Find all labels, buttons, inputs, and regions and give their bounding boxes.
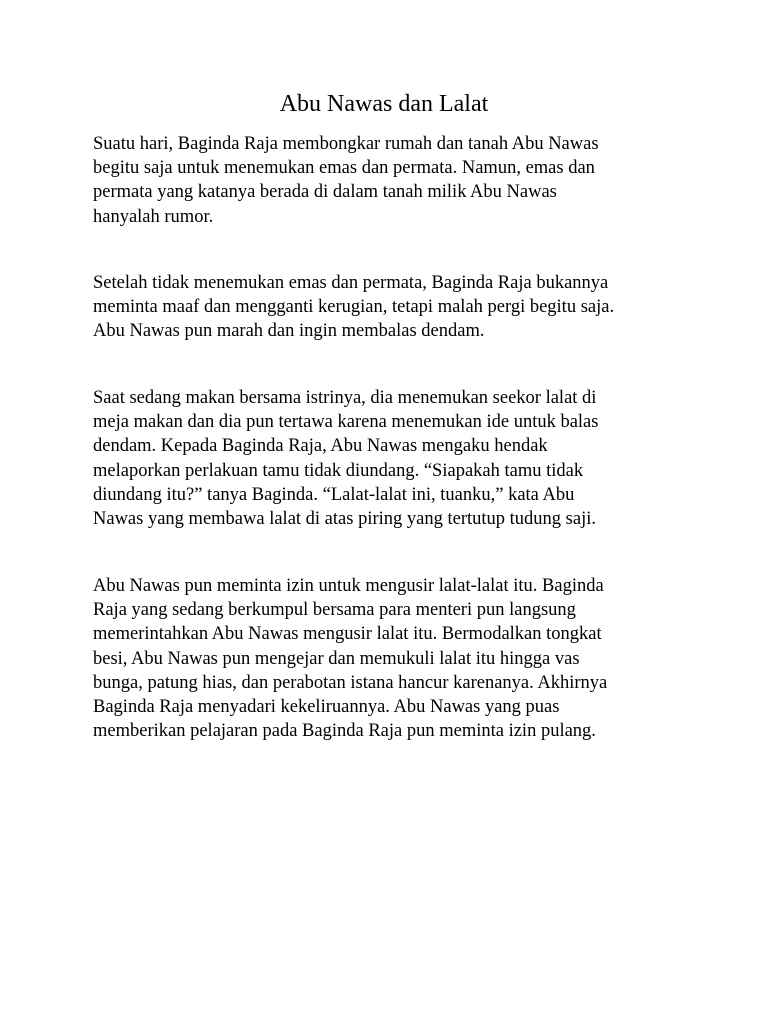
- paragraph-1: Suatu hari, Baginda Raja membongkar rumah dan tanah Abu Nawas begitu saja untuk menemukan emas dan permata. Namun, emas dan permata yang katanya berada di dalam tanah milik Abu Nawas hanyalah rumor.: [93, 134, 599, 227]
- paragraph-3: Saat sedang makan bersama istrinya, dia menemukan seekor lalat di meja makan dan dia pun tertawa karena menemukan ide untuk balas dendam. Kepada Baginda Raja, Abu Nawas mengaku hendak melaporkan perlakuan tamu tidak diundang. “Siapakah tamu tidak diundang itu?” tanya Baginda. “Lalat-lalat ini, tuanku,” kata Abu Nawas yang membawa lalat di atas piring yang tertutup tudung saji.: [93, 388, 599, 530]
- paragraph-4: Abu Nawas pun meminta izin untuk mengusir lalat-lalat itu. Baginda Raja yang sedang berkumpul bersama para menteri pun langsung memerintahkan Abu Nawas mengusir lalat itu. Bermodalkan tongkat besi, Abu Nawas pun mengejar dan memukuli lalat itu hingga vas bunga, patung hias, dan perabotan istana hancur karenanya. Akhirnya Baginda Raja menyadari kekeliruannya. Abu Nawas yang puas memberikan pelajaran pada Baginda Raja pun meminta izin pulang.: [93, 576, 608, 742]
- document-title: Abu Nawas dan Lalat: [279, 91, 489, 117]
- paragraph-2: Setelah tidak menemukan emas dan permata, Baginda Raja bukannya meminta maaf dan mengganti kerugian, tetapi malah pergi begitu saja. Abu Nawas pun marah dan ingin membalas dendam.: [93, 273, 615, 342]
